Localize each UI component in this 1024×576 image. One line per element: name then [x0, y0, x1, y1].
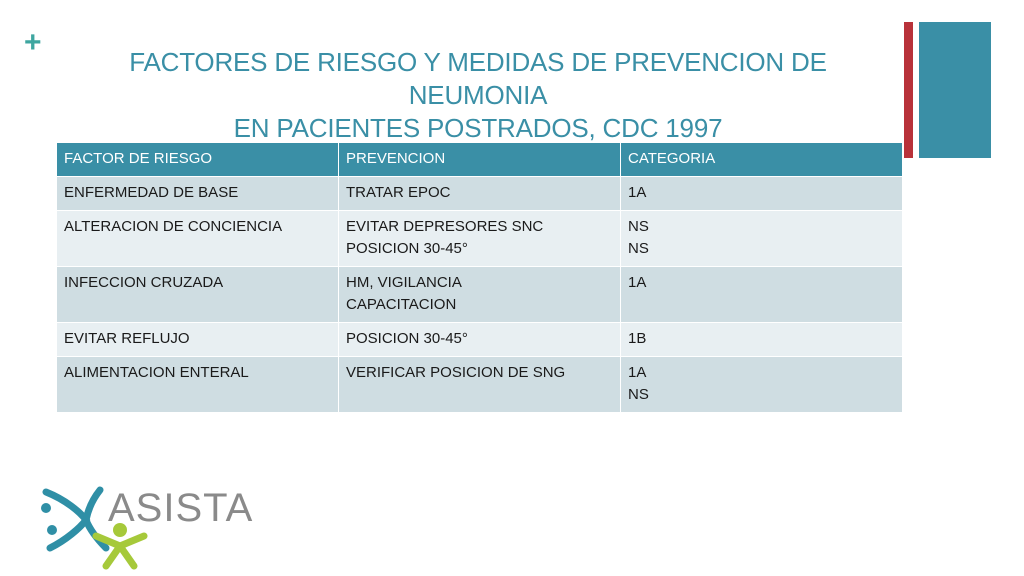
table-row — [57, 267, 903, 323]
cell-factor: ALIMENTACION ENTERAL — [57, 357, 339, 413]
table-header-row — [57, 143, 903, 177]
cell-categoria: 1A — [621, 177, 903, 211]
cell-prevencion: VERIFICAR POSICION DE SNG — [339, 357, 621, 413]
accent-block-teal — [919, 22, 991, 158]
cell-prevencion: HM, VIGILANCIA CAPACITACION — [339, 267, 621, 323]
table-row — [57, 211, 903, 267]
table-row — [57, 323, 903, 357]
table-row — [57, 177, 903, 211]
cell-categoria: 1A — [621, 267, 903, 323]
header-categoria: CATEGORIA — [621, 143, 903, 177]
cell-factor: EVITAR REFLUJO — [57, 323, 339, 357]
logo-wordmark: ASISTA — [108, 486, 254, 530]
cell-categoria: 1B — [621, 323, 903, 357]
plus-icon: + — [24, 26, 42, 59]
slide-title — [60, 46, 896, 145]
header-prevencion: PREVENCION — [339, 143, 621, 177]
risk-factors-table — [56, 142, 903, 413]
cell-categoria: 1A NS — [621, 357, 903, 413]
accent-bar-red — [904, 22, 913, 158]
cell-factor: ALTERACION DE CONCIENCIA — [57, 211, 339, 267]
cell-factor: INFECCION CRUZADA — [57, 267, 339, 323]
header-factor: FACTOR DE RIESGO — [57, 143, 339, 177]
slide-title-line-1: FACTORES DE RIESGO Y MEDIDAS DE PREVENCION DE NEUMONIA — [129, 47, 827, 110]
cell-prevencion: EVITAR DEPRESORES SNC POSICION 30-45° — [339, 211, 621, 267]
table-row — [57, 357, 903, 413]
slide-title-line-2: EN PACIENTES POSTRADOS, CDC 1997 — [233, 113, 723, 143]
cell-categoria: NS NS — [621, 211, 903, 267]
cell-prevencion: POSICION 30-45° — [339, 323, 621, 357]
cell-factor: ENFERMEDAD DE BASE — [57, 177, 339, 211]
cell-prevencion: TRATAR EPOC — [339, 177, 621, 211]
